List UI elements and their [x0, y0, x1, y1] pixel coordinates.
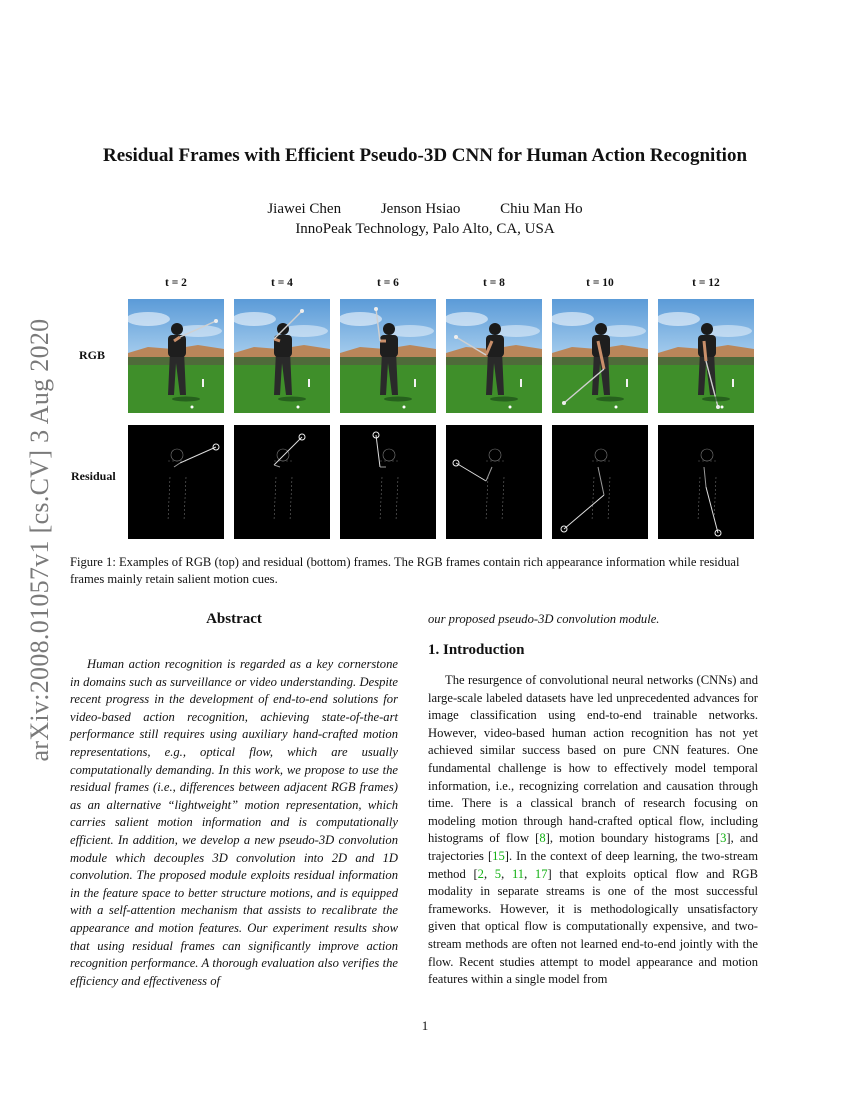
right-column: [428, 611, 758, 629]
rgb-frame: [234, 299, 330, 413]
author-list: [0, 201, 850, 218]
introduction-body: [428, 672, 758, 989]
time-label: t = 2: [165, 277, 187, 289]
citation-link[interactable]: 3: [720, 831, 727, 846]
affiliation: InnoPeak Technology, Palo Alto, CA, USA: [295, 221, 555, 237]
paper-title: Residual Frames with Efficient Pseudo-3D CNN for Human Action Recognition: [102, 145, 748, 166]
rgb-frame: [658, 299, 754, 413]
time-label: t = 12: [692, 277, 720, 289]
citation-link[interactable]: 15: [492, 848, 505, 863]
rgb-frame: [340, 299, 436, 413]
figure-caption: Figure 1: Examples of RGB (top) and residual (bottom) frames. The RGB frames contain rich appearance information while residual frames mainly retain salient motion cues.: [70, 555, 740, 586]
abstract-continuation: our proposed pseudo-3D convolution module.: [428, 612, 660, 626]
page-number: 1: [421, 1018, 429, 1033]
citation-link[interactable]: 2: [477, 866, 484, 881]
intro-paragraph: The resurgence of convolutional neural networks (CNNs) and large-scale labeled datasets have led unprecedented advances for image classification using end-to-end trainable networks. However, video-based human action recognition has not yet achieved similar success based on pure CNN features. One fundamental challenge is how to effectively model temporal information, i.e., recognizing correlation and causation through time. There is a classical branch of research focusing on modeling motion through hand-crafted optical flow, including histograms of flow [8], motion boundary histograms [3], and trajectories [15]. In the context of deep learning, the two-stream method [2, 5, 11, 17] that exploits optical flow and RGB modality in separate streams is one of the most successful frameworks. However, it is methodologically unsatisfactory given that optical flow is computationally expensive, and two-stream methods are often not learned end-to-end jointly with the flow. Recent studies attempt to model appearance and motion features within a single model from: [428, 673, 759, 987]
abstract-heading: Abstract: [206, 611, 262, 627]
arxiv-identifier: arXiv:2008.01057v1 [cs.CV] 3 Aug 2020: [25, 318, 54, 762]
abstract-text: Human action recognition is regarded as a key cornerstone in domains such as surveillance or video understanding. Despite recent progress in the development of end-to-end solutions for video-based action recognition, achieving state-of-the-art performance still requires using auxiliary hand-crafted motion representations, e.g., optical flow, which are usually computationally demanding. In this work, we propose to use the residual frames (i.e., differences between adjacent RGB frames) as an alternative “lightweight” motion representation, which carries salient motion information and is computationally efficient. In addition, we develop a new pseudo-3D convolution module which decouples 3D convolution into 2D and 1D convolution. The proposed module exploits residual information in the feature space to better structure motions, and is equipped with a self-attention mechanism that assists to recalibrate the appearance and motion features. Our experiment results show that using residual frames can significantly improve action recognition performance. A thorough evaluation also verifies the efficiency and effectiveness of: [70, 657, 398, 988]
residual-frame: [234, 425, 330, 539]
author-name: Jenson Hsiao: [380, 201, 461, 217]
time-label: t = 8: [483, 277, 505, 289]
rgb-frame: [446, 299, 542, 413]
residual-frame: [128, 425, 224, 539]
residual-frame: [658, 425, 754, 539]
row-label-rgb: RGB: [79, 348, 106, 362]
citation-link[interactable]: 5: [494, 866, 502, 881]
author-name: Jiawei Chen: [267, 201, 342, 217]
row-label-residual: Residual: [71, 469, 116, 483]
author-name: Chiu Man Ho: [500, 201, 583, 217]
residual-frame: [446, 425, 542, 539]
residual-frame: [552, 425, 648, 539]
citation-link[interactable]: 17: [534, 866, 548, 881]
rgb-frame: [552, 299, 648, 413]
citation-link[interactable]: 11: [511, 866, 525, 881]
citation-link[interactable]: 8: [539, 831, 546, 846]
rgb-frame: [128, 299, 224, 413]
time-label: t = 6: [377, 277, 399, 289]
left-column: [70, 656, 398, 990]
time-label: t = 4: [271, 277, 293, 289]
time-label: t = 10: [586, 277, 614, 289]
residual-frame: [340, 425, 436, 539]
section-heading: 1. Introduction: [428, 642, 525, 658]
